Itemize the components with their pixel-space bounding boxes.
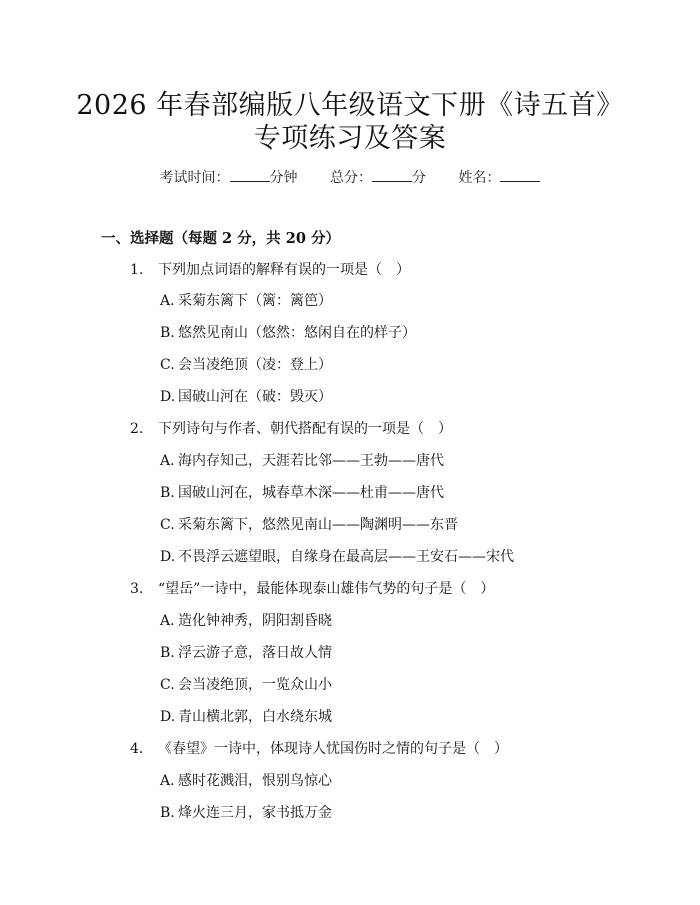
student-name-label: 姓名： <box>458 170 501 186</box>
option-letter: B. <box>160 805 175 821</box>
option-letter: C. <box>160 677 175 693</box>
exam-info-row <box>0 167 700 188</box>
option-text: 国破山河在（破：毁灭） <box>178 389 332 405</box>
option-text: 海内存知己，天涯若比邻——王勃——唐代 <box>178 453 444 469</box>
question-2-option-d <box>160 547 514 567</box>
option-text: 造化钟神秀，阴阳割昏晓 <box>178 613 332 629</box>
option-text: 悠然见南山（悠然：悠闲自在的样子） <box>178 325 416 341</box>
question-3-option-c <box>160 675 332 695</box>
question-number: 4. <box>130 741 144 757</box>
question-2 <box>130 419 452 439</box>
question-1-option-c <box>160 355 332 375</box>
option-letter: A. <box>160 453 175 469</box>
question-4-option-a <box>160 771 332 791</box>
question-text: 下列加点词语的解释有误的一项是（ ） <box>158 262 410 278</box>
total-score-field <box>330 167 426 188</box>
option-text: 国破山河在，城春草木深——杜甫——唐代 <box>178 485 444 501</box>
question-text: “望岳”一诗中，最能体现泰山雄伟气势的句子是（ ） <box>158 581 495 597</box>
question-3-option-b <box>160 643 332 663</box>
exam-time-blank <box>230 167 270 182</box>
option-text: 青山横北郭，白水绕东城 <box>178 709 332 725</box>
question-2-option-a <box>160 451 444 471</box>
option-text: 不畏浮云遮望眼，自缘身在最高层——王安石——宋代 <box>178 549 514 565</box>
student-name-blank <box>500 167 540 182</box>
question-3 <box>130 579 494 599</box>
total-score-blank <box>372 167 412 182</box>
question-1-option-b <box>160 323 416 343</box>
option-letter: B. <box>160 325 175 341</box>
question-3-option-a <box>160 611 332 631</box>
question-2-option-c <box>160 515 458 535</box>
total-score-unit: 分 <box>412 170 426 186</box>
question-4-option-b <box>160 803 332 823</box>
student-name-field <box>458 167 540 188</box>
option-text: 采菊东篱下（篱：篱笆） <box>178 293 332 309</box>
option-letter: B. <box>160 645 175 661</box>
option-letter: D. <box>160 389 176 405</box>
question-4 <box>130 739 508 759</box>
option-letter: B. <box>160 485 175 501</box>
option-letter: D. <box>160 709 176 725</box>
option-text: 会当凌绝顶（凌：登上） <box>178 357 332 373</box>
option-text: 浮云游子意，落日故人情 <box>178 645 332 661</box>
question-1-option-a <box>160 291 332 311</box>
option-letter: A. <box>160 613 175 629</box>
option-letter: A. <box>160 773 175 789</box>
option-letter: C. <box>160 517 175 533</box>
question-1 <box>130 260 410 280</box>
document-title-line2: 专项练习及答案 <box>253 123 447 154</box>
exam-time-unit: 分钟 <box>269 170 298 186</box>
question-2-option-b <box>160 483 444 503</box>
section-heading: 一、选择题（每题 2 分，共 20 分） <box>101 230 340 247</box>
option-letter: A. <box>160 293 175 309</box>
question-text: 《春望》一诗中，体现诗人忧国伤时之情的句子是（ ） <box>158 741 508 757</box>
total-score-label: 总分： <box>330 170 372 186</box>
question-3-option-d <box>160 707 332 727</box>
option-letter: D. <box>160 549 176 565</box>
question-number: 2. <box>130 421 144 437</box>
document-title-line1: 2026 年春部编版八年级语文下册《诗五首》 <box>76 90 624 121</box>
option-text: 烽火连三月，家书抵万金 <box>178 805 332 821</box>
option-text: 采菊东篱下，悠然见南山——陶渊明——东晋 <box>178 517 458 533</box>
question-number: 1. <box>130 262 144 278</box>
exam-time-field <box>160 167 298 188</box>
option-text: 感时花溅泪，恨别鸟惊心 <box>178 773 332 789</box>
option-text: 会当凌绝顶，一览众山小 <box>178 677 332 693</box>
question-number: 3. <box>130 581 144 597</box>
question-text: 下列诗句与作者、朝代搭配有误的一项是（ ） <box>158 421 452 437</box>
option-letter: C. <box>160 357 175 373</box>
question-1-option-d <box>160 387 332 407</box>
exam-time-label: 考试时间： <box>159 170 230 186</box>
